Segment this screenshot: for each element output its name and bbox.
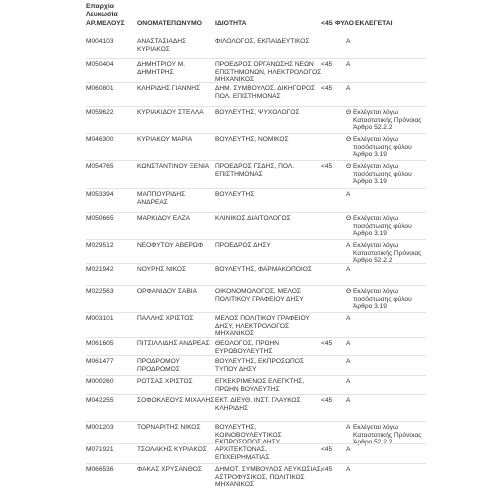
gender-value: Α [346, 191, 351, 198]
member-id: M054765 [86, 163, 114, 170]
row-divider [86, 375, 426, 376]
member-id: M050404 [86, 61, 114, 68]
member-name: ΝΟΥΡΗΣ ΝΙΚΟΣ [137, 266, 187, 273]
member-profession: ΕΚΤ. ΔΙΕΥΘ. ΙΝΣΤ. ΓΛΑΥΚΟΣ ΚΛΗΡΙΔΗΣ [215, 397, 301, 412]
gender-value: Θ [346, 288, 352, 295]
gender-value: Α [346, 424, 351, 431]
member-name: ΠΑΛΛΗΣ ΧΡΙΣΤΟΣ [137, 315, 194, 322]
gender-value: Α [346, 397, 351, 404]
row-divider [86, 58, 426, 59]
under45-flag: <45 [321, 85, 333, 92]
member-id: M021942 [86, 266, 114, 273]
row-divider [86, 106, 426, 107]
member-name: ΟΡΦΑΝΙΔΟΥ ΣΑΒΙΑ [137, 288, 197, 295]
member-id: M071921 [86, 446, 114, 453]
member-name: ΤΣΟΛΑΚΗΣ ΚΥΡΙΑΚΟΣ [137, 446, 207, 453]
member-id: M004103 [86, 38, 114, 45]
under45-flag: <45 [321, 397, 333, 404]
column-header-profession: ΙΔΙΟΤΗΤΑ [215, 20, 247, 27]
gender-value: Α [346, 358, 351, 365]
under45-flag: <45 [321, 61, 333, 68]
member-id: M050665 [86, 215, 114, 222]
under45-flag: <45 [321, 466, 333, 473]
member-name: ΝΕΟΦΥΤΟΥ ΑΒΕΡΩΦ [137, 242, 204, 249]
column-header-elected: ΕΚΛΕΓΕΤΑΙ [355, 20, 393, 27]
election-note: Εκλέγεται λόγω ποσόστωσης φύλου Άρθρο 3.19 [353, 163, 412, 186]
gender-value: Α [346, 466, 351, 473]
row-divider [86, 421, 426, 422]
gender-value: Α [346, 340, 351, 347]
member-profession: ΒΟΥΛΕΥΤΗΣ, ΚΟΙΝΟΒΟΥΛΕΥΤΙΚΟΣ ΕΚΠΡΟΣΩΠΟΣ ΔΗΣΥ [215, 424, 282, 447]
member-profession: ΟΙΚΟΝΟΜΟΛΟΓΟΣ, ΜΕΛΟΣ ΠΟΛΙΤΙΚΟΥ ΓΡΑΦΕΙΟΥ ΔΗΣΥ [215, 288, 304, 303]
member-name: ΤΟΡΝΑΡΙΤΗΣ ΝΙΚΟΣ [137, 424, 201, 431]
gender-value: Α [346, 378, 351, 385]
election-note: Εκλέγεται λόγω ποσόστωσης φύλου Άρθρο 3.19 [353, 288, 412, 311]
member-id: M061477 [86, 358, 114, 365]
member-name: ΜΑΡΚΙΔΟΥ ΕΛΖΑ [137, 215, 191, 222]
member-id: M066536 [86, 466, 114, 473]
member-name: ΑΝΑΣΤΑΣΙΑΔΗΣ ΚΥΡΙΑΚΟΣ [137, 38, 187, 53]
member-profession: ΠΡΟΕΔΡΟΣ ΟΡΓΑΝΩΣΗΣ ΝΕΩΝ ΕΠΙΣΤΗΜΟΝΩΝ, ΗΛΕΚΤΡΟΛΟΓΟΣ ΜΗΧΑΝΙΚΟΣ [215, 61, 322, 84]
member-id: M001203 [86, 424, 114, 431]
member-profession: ΔΗΜΟΤ. ΣΥΜΒΟΥΛΟΣ ΛΕΥΚΩΣΙΑΣ, ΑΣΤΡΟΦΥΣΙΚΟΣ, ΠΟΛΙΤΙΚΟΣ ΜΗΧΑΝΙΚΟΣ [215, 466, 323, 489]
member-profession: ΠΡΟΕΔΡΟΣ ΔΗΣΥ [215, 242, 271, 249]
gender-value: Θ [346, 215, 352, 222]
member-name: ΚΩΝΣΤΑΝΤΙΝΟΥ ΞΕΝΙΑ [137, 163, 210, 170]
member-profession: ΠΡΟΕΔΡΟΣ ΓΣΔΗΣ, ΠΟΛ. ΕΠΙΣΤΗΜΟΝΑΣ [215, 163, 295, 178]
member-id: M046300 [86, 136, 114, 143]
row-divider [86, 212, 426, 213]
member-profession: ΕΓΚΕΚΡΙΜΕΝΟΣ ΕΛΕΓΚΤΗΣ, ΠΡΩΗΝ ΒΟΥΛΕΥΤΗΣ [215, 378, 305, 393]
member-profession: ΦΙΛΟΛΟΓΟΣ, ΕΚΠΑΙΔΕΥΤΙΚΟΣ [215, 38, 310, 45]
row-divider [86, 82, 426, 83]
member-id: M060801 [86, 85, 114, 92]
member-profession: ΑΡΧΙΤΕΚΤΟΝΑΣ, ΕΠΙΧΕΙΡΗΜΑΤΙΑΣ [215, 446, 270, 461]
gender-value: Α [346, 38, 351, 45]
member-name: ΠΙΤΣΙΛΛΙΔΗΣ ΑΝΔΡΕΑΣ [137, 340, 210, 347]
column-header-am: ΑΡ.ΜΕΛΟΥΣ [86, 20, 125, 27]
row-divider [86, 394, 426, 395]
member-name: ΜΑΠΠΟΥΡΙΔΗΣ ΑΝΔΡΕΑΣ [137, 191, 186, 206]
election-note: Εκλέγεται λόγω Καταστατικής Πρόνοιας Άρθρο 52.2.2 [353, 109, 422, 132]
member-id: M022563 [86, 288, 114, 295]
gender-value: Α [346, 446, 351, 453]
gender-value: Α [346, 85, 351, 92]
row-divider [86, 188, 426, 189]
election-note: Εκλέγεται λόγω ποσόστωσης φύλου Άρθρο 3.19 [353, 215, 412, 238]
gender-value: Θ [346, 109, 352, 116]
member-profession: ΜΕΛΟΣ ΠΟΛΙΤΙΚΟΥ ΓΡΑΦΕΙΟΥ ΔΗΣΥ, ΗΛΕΚΤΡΟΛΟΓΟΣ ΜΗΧΑΝΙΚΟΣ [215, 315, 310, 338]
gender-value: Α [346, 61, 351, 68]
election-note: Εκλέγεται λόγω ποσόστωσης φύλου Άρθρο 3.19 [353, 136, 412, 159]
election-note: Εκλέγεται λόγω Καταστατικής Πρόνοιας Άρθρο 52.2.2 [353, 424, 422, 447]
member-name: ΚΥΡΙΑΚΙΔΟΥ ΣΤΕΛΛΑ [137, 109, 204, 116]
member-profession: ΒΟΥΛΕΥΤΗΣ, ΝΟΜΙΚΟΣ [215, 136, 289, 143]
gender-value: Α [346, 315, 351, 322]
member-profession: ΔΗΜ. ΣΥΜΒΟΥΛΟΣ, ΔΙΚΗΓΟΡΟΣ ΠΟΛ. ΕΠΙΣΤΗΜΟΝΑΣ [215, 85, 316, 100]
member-profession: ΒΟΥΛΕΥΤΗΣ, ΕΚΠΡΟΣΩΠΟΣ ΤΥΠΟΥ ΔΗΣΥ [215, 358, 305, 373]
member-profession: ΒΟΥΛΕΥΤΗΣ, ΦΑΡΜΑΚΟΠΟΙΟΣ [215, 266, 312, 273]
row-divider [86, 312, 426, 313]
member-name: ΣΟΦΟΚΛΕΟΥΣ ΜΙΧΑΛΗΣ [137, 397, 215, 404]
gender-value: Θ [346, 163, 352, 170]
row-divider [86, 355, 426, 356]
under45-flag: <45 [321, 163, 333, 170]
under45-flag: <45 [321, 446, 333, 453]
under45-flag: <45 [321, 340, 333, 347]
gender-value: Α [346, 266, 351, 273]
member-profession: ΚΛΙΝΙΚΟΣ ΔΙΑΙΤΟΛΟΓΟΣ [215, 215, 291, 222]
row-divider [86, 443, 426, 444]
member-id: M029512 [86, 242, 114, 249]
gender-value: Θ [346, 136, 352, 143]
row-divider [86, 160, 426, 161]
row-divider [86, 463, 426, 464]
member-name: ΚΛΗΡΙΔΗΣ ΓΙΑΝΝΗΣ [137, 85, 201, 92]
member-name: ΠΡΟΔΡΟΜΟΥ ΠΡΟΔΡΟΜΟΣ [137, 358, 180, 373]
member-id: M000260 [86, 378, 114, 385]
row-divider [86, 263, 426, 264]
member-profession: ΘΕΟΛΟΓΟΣ, ΠΡΩΗΝ ΕΥΡΩΒΟΥΛΕΥΤΗΣ [215, 340, 280, 355]
member-id: M053394 [86, 191, 114, 198]
member-id: M042255 [86, 397, 114, 404]
member-name: ΦΑΚΑΣ ΧΡΥΣΑΝΘΟΣ [137, 466, 202, 473]
member-name: ΚΥΡΙΑΚΟΥ ΜΑΡΙΑ [137, 136, 193, 143]
member-id: M059622 [86, 109, 114, 116]
member-id: M061605 [86, 340, 114, 347]
row-divider [86, 285, 426, 286]
row-divider [86, 337, 426, 338]
column-header-gender: ΦΥΛΟ [335, 20, 354, 27]
gender-value: Α [346, 242, 351, 249]
column-header-name: ΟΝΟΜΑΤΕΠΩΝΥΜΟ [137, 20, 202, 27]
row-divider [86, 133, 426, 134]
election-note: Εκλέγεται λόγω Καταστατικής Πρόνοιας Άρθρο 52.2.2 [353, 242, 422, 265]
row-divider [86, 239, 426, 240]
district-label: Επαρχία Λευκωσία [86, 3, 118, 18]
member-name: ΡΟΤΣΑΣ ΧΡΙΣΤΟΣ [137, 378, 193, 385]
column-header-under45: <45 [321, 20, 333, 27]
member-profession: ΒΟΥΛΕΥΤΗΣ [215, 191, 255, 198]
member-id: M003101 [86, 315, 114, 322]
member-profession: ΒΟΥΛΕΥΤΗΣ, ΨΥΧΟΛΟΓΟΣ [215, 109, 300, 116]
member-name: ΔΗΜΗΤΡΙΟΥ Μ. ΔΗΜΗΤΡΗΣ [137, 61, 186, 76]
